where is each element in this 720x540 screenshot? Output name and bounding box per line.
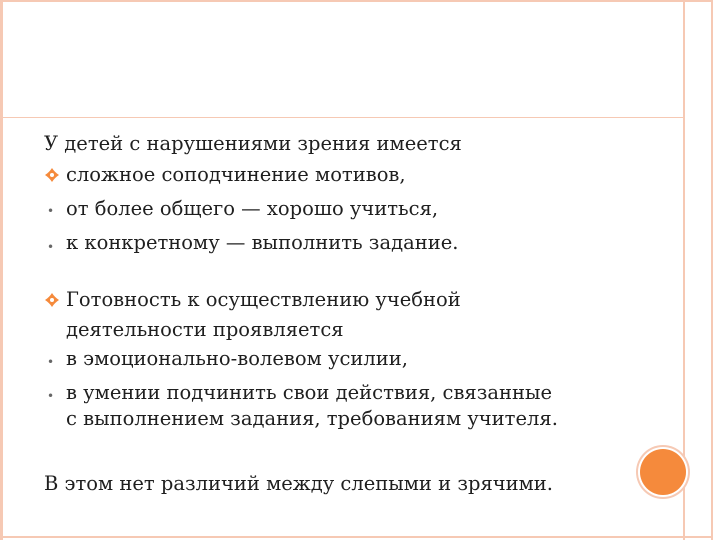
bullet-line-general: от более общего — хорошо учиться, bbox=[66, 197, 439, 220]
bullet-line-readiness: Готовность к осуществлению учебной bbox=[66, 288, 461, 311]
bullet-line-motives: сложное соподчинение мотивов, bbox=[66, 163, 406, 186]
ornament-bullet-icon bbox=[44, 167, 60, 183]
dot-bullet: • bbox=[47, 355, 55, 369]
ornament-bullet-icon bbox=[44, 292, 60, 308]
bullet-line-subordinate-cont: с выполнением задания, требованиям учителя. bbox=[66, 407, 558, 430]
intro-line: У детей с нарушениями зрения имеется bbox=[44, 132, 462, 155]
frame-left-border bbox=[0, 0, 3, 540]
decorative-circle bbox=[640, 449, 686, 495]
frame-bottom-border bbox=[0, 536, 713, 538]
frame-right-inner-border bbox=[683, 0, 685, 540]
conclusion-line: В этом нет различий между слепыми и зрячими. bbox=[44, 472, 553, 495]
frame-right-outer-border bbox=[711, 0, 713, 540]
bullet-line-concrete: к конкретному — выполнить задание. bbox=[66, 231, 459, 254]
title-divider bbox=[0, 117, 685, 118]
dot-bullet: • bbox=[47, 204, 55, 218]
bullet-line-effort: в эмоционально-волевом усилии, bbox=[66, 347, 408, 370]
bullet-line-readiness-cont: деятельности проявляется bbox=[66, 318, 344, 341]
dot-bullet: • bbox=[47, 389, 55, 403]
bullet-line-subordinate: в умении подчинить свои действия, связанные bbox=[66, 381, 553, 404]
frame-top-border bbox=[0, 0, 713, 2]
dot-bullet: • bbox=[47, 240, 55, 254]
